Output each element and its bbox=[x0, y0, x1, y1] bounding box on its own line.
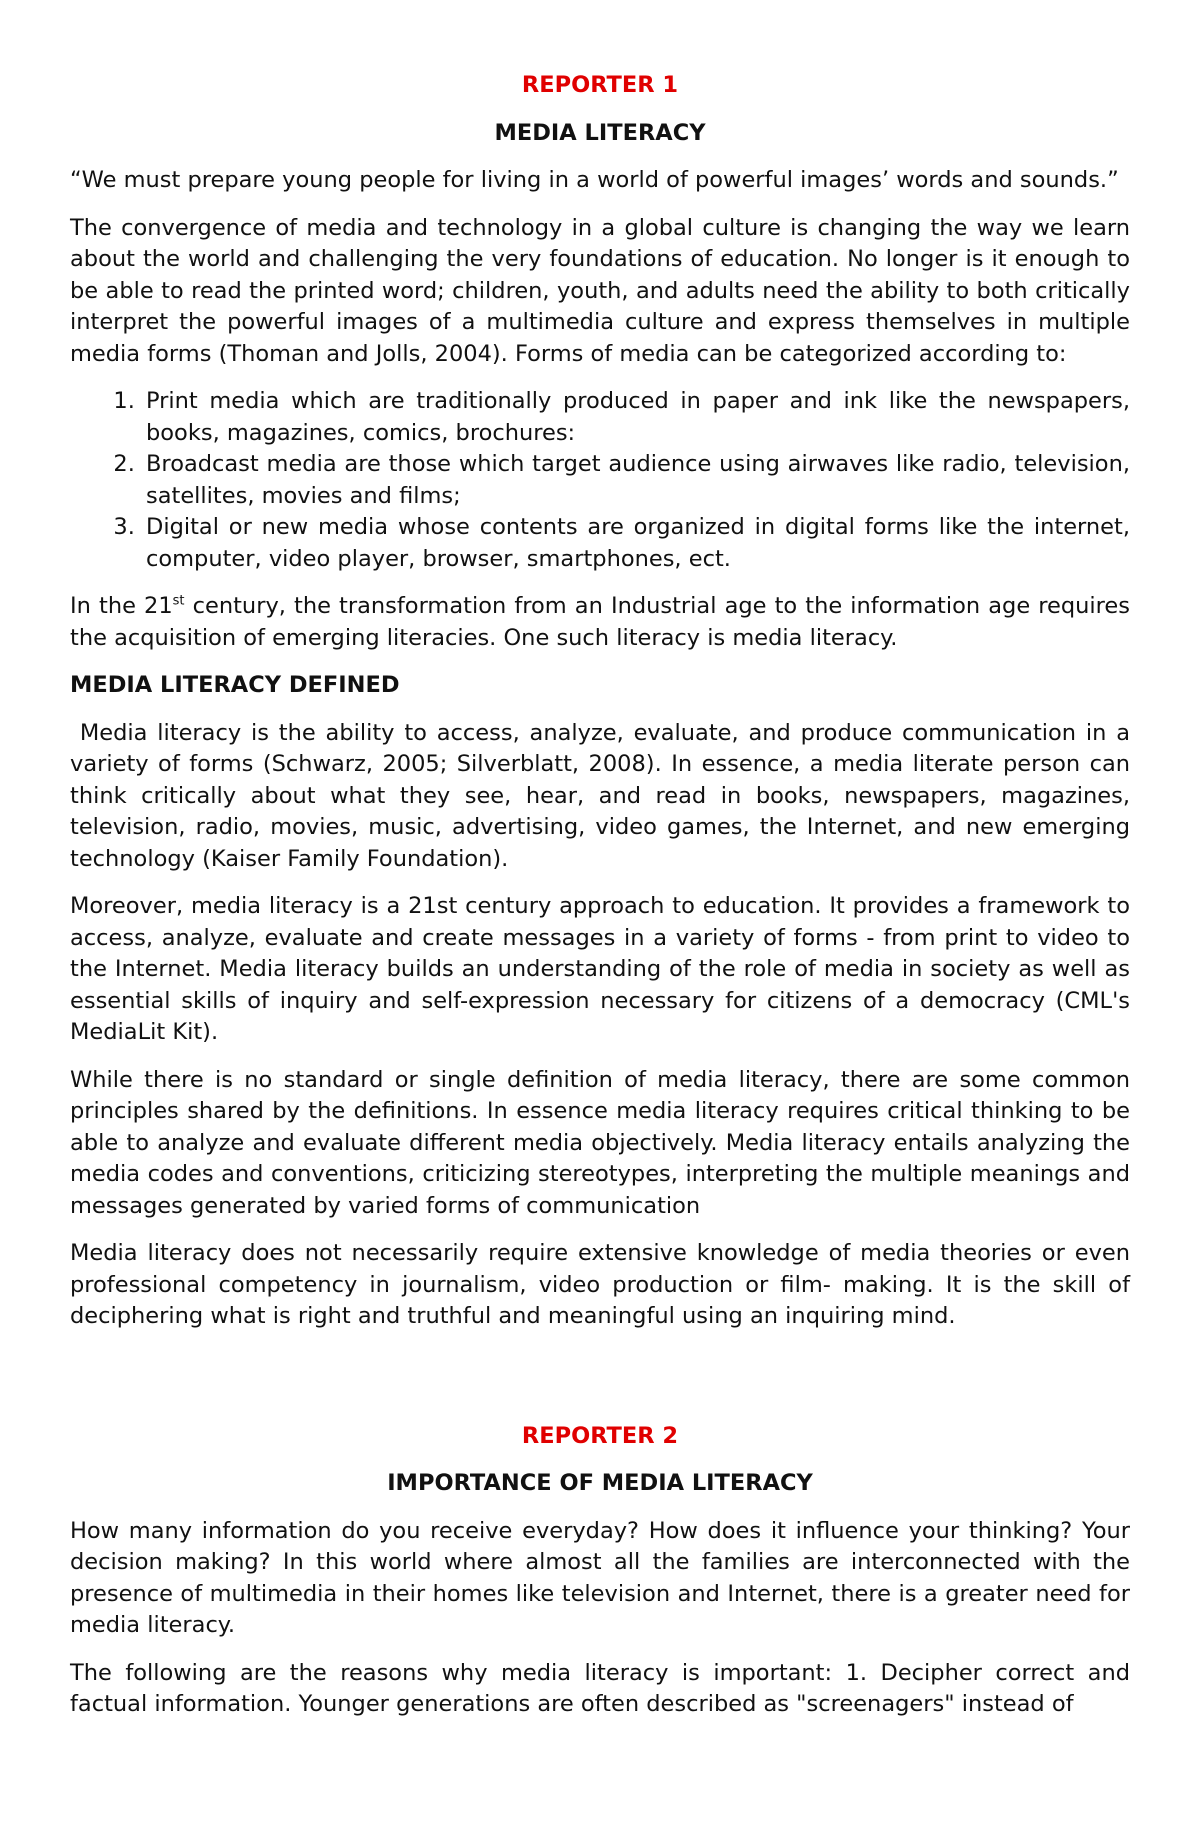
importance-reasons-paragraph: The following are the reasons why media literacy is important: 1. Decipher correct and factual information. Younger generations are often described as "screenagers" instead of bbox=[70, 1659, 1130, 1717]
reporter-2-label: REPORTER 2 bbox=[521, 1422, 679, 1449]
media-form-digital: 3. Digital or new media whose contents are organized in digital forms like the internet, computer, video player, browser, smartphones, ect. bbox=[142, 512, 1130, 575]
media-form-broadcast: 2. Broadcast media are those which target audience using airwaves like radio, television, satellites, movies and films; bbox=[142, 449, 1130, 512]
principles-paragraph: While there is no standard or single definition of media literacy, there are some common principles shared by the definitions. In essence media literacy requires critical thinking to be able to analyze and evaluate different media objectively. Media literacy entails analyzing the media codes and conventions, criticizing stereotypes, interpreting the multiple meanings and messages generated by varied forms of communication bbox=[70, 1066, 1130, 1219]
century-superscript: st bbox=[172, 593, 185, 609]
media-form-print: 1. Print media which are traditionally produced in paper and ink like the newspapers, books, magazines, comics, brochures: bbox=[142, 386, 1130, 449]
importance-intro-paragraph: How many information do you receive everyday? How does it influence your thinking? Your decision making? In this world where almost all the families are interconnected with the presence of multimedia in their homes like television and Internet, there is a greater need for media literacy. bbox=[70, 1517, 1130, 1638]
skills-paragraph: Media literacy does not necessarily require extensive knowledge of media theories or even professional competency in journalism, video production or film- making. It is the skill of deciphering what is right and truthful and meaningful using an inquiring mind. bbox=[70, 1240, 1130, 1329]
moreover-paragraph: Moreover, media literacy is a 21st century approach to education. It provides a framework to access, analyze, evaluate and create messages in a variety of forms - from print to video to the Internet. Media literacy builds an understanding of the role of media in society as well as essential skills of inquiry and self-expression necessary for citizens of a democracy (CML's MediaLit Kit). bbox=[70, 893, 1130, 1045]
definition-paragraph: Media literacy is the ability to access, analyze, evaluate, and produce communication in a variety of forms (Schwarz, 2005; Silverblatt, 2008). In essence, a media literate person can think critically about what they see, hear, and read in books, newspapers, magazines, television, radio, movies, music, advertising, video games, the Internet, and new emerging technology (Kaiser Family Foundation). bbox=[70, 719, 1138, 872]
media-forms-list bbox=[70, 386, 1130, 575]
century-text-end: century, the transformation from an Industrial age to the information age requires the acquisition of emerging literacies. One such literacy is media literacy. bbox=[70, 593, 1130, 651]
century-paragraph bbox=[70, 591, 1130, 654]
reporter-1-label: REPORTER 1 bbox=[521, 72, 679, 98]
media-literacy-title: MEDIA LITERACY bbox=[494, 119, 706, 146]
section-spacer bbox=[70, 1349, 1130, 1421]
opening-quote: “We must prepare young people for living in a world of powerful images’ words and sounds.” bbox=[70, 167, 1119, 193]
intro-paragraph: The convergence of media and technology in a global culture is changing the way we learn about the world and challenging the very foundations of education. No longer is it enough to be able to read the printed word; children, youth, and adults need the ability to both critically interpret the powerful images of a multimedia culture and express themselves in multiple media forms (Thoman and Jolls, 2004). Forms of media can be categorized according to: bbox=[70, 214, 1130, 367]
importance-title: IMPORTANCE OF MEDIA LITERACY bbox=[387, 1470, 813, 1496]
media-literacy-defined-heading: MEDIA LITERACY DEFINED bbox=[70, 672, 400, 698]
century-text-start: In the 21 bbox=[70, 593, 173, 619]
